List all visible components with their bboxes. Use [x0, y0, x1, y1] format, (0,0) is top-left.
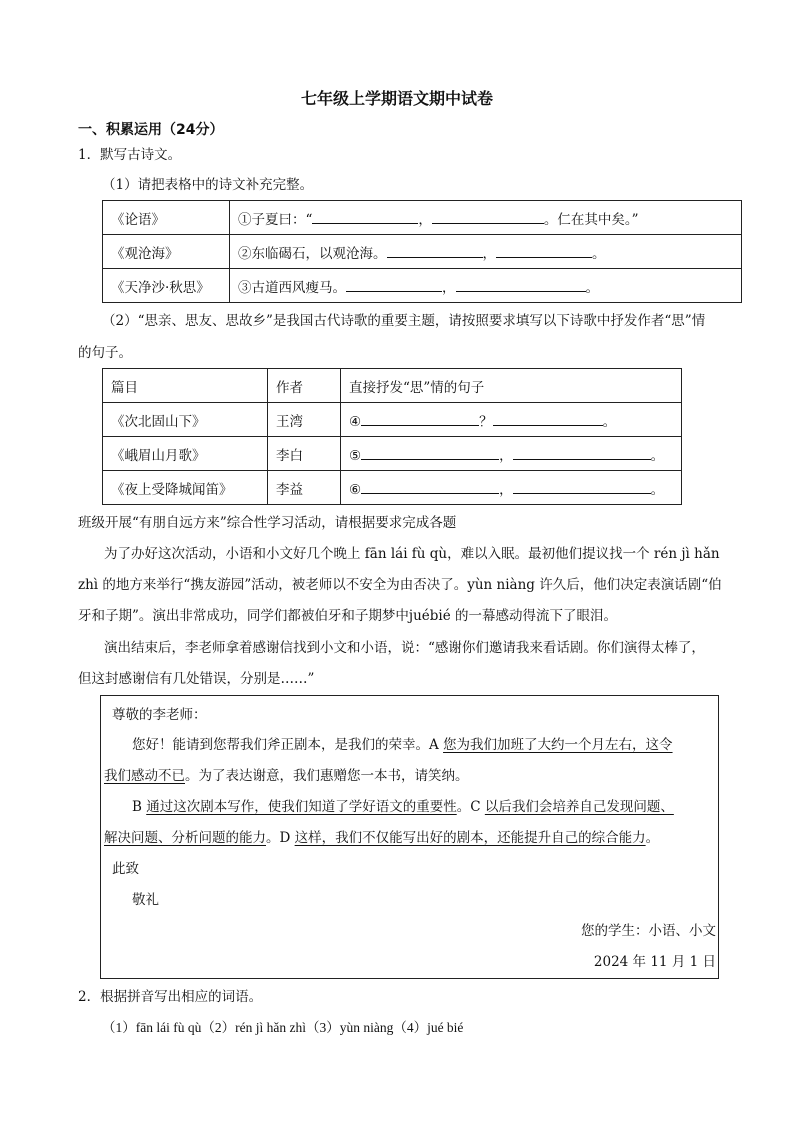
- question-1-sub2-cont: 的句子。: [78, 345, 132, 361]
- blank-line[interactable]: [346, 278, 442, 292]
- letter-signature: 您的学生：小语、小文: [581, 923, 716, 939]
- error-sentence-c: 以后我们会培养自己发现问题、: [484, 799, 674, 815]
- poem-table-2: [102, 368, 682, 505]
- activity-paragraph-1: 牙和子期”。演出非常成功，同学们都被伯牙和子期梦中juébié 的一幕感动得流下了眼泪。: [78, 608, 618, 624]
- table-cell-author: 李益: [268, 471, 341, 505]
- column-header: 作者: [268, 369, 341, 403]
- error-sentence-a: 您为我们加班了大约一个月左右，这令: [443, 737, 673, 753]
- blank-line[interactable]: [432, 210, 544, 224]
- question-1-sub1: （1）请把表格中的诗文补充完整。: [102, 177, 314, 193]
- table-cell-verse: [230, 201, 742, 235]
- table-row: [103, 437, 682, 471]
- verse-prefix: ⑤: [349, 447, 362, 464]
- activity-paragraph-1: zhì 的地方来举行“携友游园”活动，被老师以不安全为由否决了。yùn niàng 许久后，他们决定表演话剧“伯: [78, 577, 722, 593]
- verse-separator: ，: [418, 211, 432, 228]
- table-cell-title: 《次北固山下》: [103, 403, 268, 437]
- table-cell-verse: [341, 403, 682, 437]
- verse-prefix: ①子夏曰：“: [238, 211, 313, 228]
- question-1-sub2: （2）“思亲、思友、思故乡”是我国古代诗歌的重要主题，请按照要求填写以下诗歌中抒发作者“思”情: [102, 313, 706, 329]
- sentence-label-c: 。C: [456, 799, 485, 815]
- blank-line[interactable]: [493, 412, 603, 426]
- error-sentence-a: 我们感动不已: [104, 768, 185, 784]
- error-sentence-b: 通过这次剧本写作，使我们知道了学好语文的重要性: [146, 799, 457, 815]
- verse-prefix: ④: [349, 413, 362, 430]
- letter-closing: 敬礼: [132, 892, 159, 908]
- error-sentence-d: 这样，我们不仅能写出好的剧本，还能提升自己的综合能力: [294, 830, 646, 846]
- letter-line: [132, 798, 674, 816]
- letter-text: 。为了表达谢意，我们惠赠您一本书，请笑纳。: [185, 768, 469, 784]
- letter-salutation: 尊敬的李老师：: [112, 707, 207, 723]
- table-cell-author: 李白: [268, 437, 341, 471]
- activity-intro: 班级开展“有朋自远方来”综合性学习活动，请根据要求完成各题: [78, 515, 457, 531]
- section-heading: 一、积累运用（24分）: [78, 122, 224, 138]
- table-row: [103, 201, 742, 235]
- blank-line[interactable]: [361, 446, 499, 460]
- sentence-label-b: B: [132, 799, 147, 815]
- page-title: 七年级上学期语文期中试卷: [300, 89, 493, 108]
- letter-date: 2024 年 11 月 1 日: [593, 954, 716, 970]
- verse-separator: ，: [499, 481, 513, 498]
- blank-line[interactable]: [496, 244, 592, 258]
- verse-suffix: 。: [650, 447, 665, 464]
- letter-line: [132, 736, 673, 754]
- table-cell-title: 《论语》: [103, 201, 230, 235]
- sentence-label-d: 。D: [266, 830, 295, 846]
- table-cell-title: 《天净沙·秋思》: [103, 269, 230, 303]
- table-cell-title: 《观沧海》: [103, 235, 230, 269]
- verse-prefix: ②东临碣石，以观沧海。: [238, 245, 387, 262]
- blank-line[interactable]: [513, 446, 651, 460]
- column-header: 篇目: [103, 369, 268, 403]
- verse-separator: ，: [442, 279, 456, 296]
- letter-line: [104, 829, 659, 847]
- blank-line[interactable]: [361, 412, 479, 426]
- table-cell-author: 王湾: [268, 403, 341, 437]
- table-cell-title: 《峨眉山月歌》: [103, 437, 268, 471]
- blank-line[interactable]: [361, 480, 499, 494]
- blank-line[interactable]: [456, 278, 586, 292]
- question-2-items: （1）fān lái fù qù（2）rén jì hǎn zhì（3）yùn niàng（4）jué bié: [102, 1020, 464, 1035]
- activity-paragraph-2: 但这封感谢信有几处错误，分别是……”: [78, 671, 315, 687]
- verse-prefix: ③古道西风瘦马。: [238, 279, 346, 296]
- verse-prefix: ⑥: [349, 481, 362, 498]
- activity-paragraph-1: 为了办好这次活动，小语和小文好几个晚上 fān lái fù qù，难以入眠。最初他们提议找一个 rén jì hǎn: [104, 546, 720, 562]
- table-cell-verse: [341, 471, 682, 505]
- letter-closing: 此致: [112, 861, 139, 877]
- question-1-label: 1．默写古诗文。: [78, 147, 182, 163]
- error-sentence-c: 解决问题、分析问题的能力: [104, 830, 266, 846]
- verse-suffix: 。: [602, 413, 617, 430]
- verse-suffix: 。: [592, 245, 606, 262]
- verse-separator: ，: [499, 447, 513, 464]
- letter-text: 您好！能请到您帮我们斧正剧本，是我们的荣幸。A: [132, 737, 444, 753]
- blank-line[interactable]: [513, 480, 651, 494]
- activity-paragraph-2: 演出结束后，李老师拿着感谢信找到小文和小语，说：“感谢你们邀请我来看话剧。你们演得太棒了，: [104, 640, 705, 656]
- table-cell-title: 《夜上受降城闻笛》: [103, 471, 268, 505]
- verse-suffix: 。仁在其中矣。”: [543, 211, 639, 228]
- verse-suffix: 。: [585, 279, 599, 296]
- column-header: 直接抒发“思”情的句子: [341, 369, 682, 403]
- verse-suffix: 。: [650, 481, 665, 498]
- table-cell-verse: [230, 269, 742, 303]
- blank-line[interactable]: [387, 244, 483, 258]
- blank-line[interactable]: [312, 210, 418, 224]
- verse-separator: ，: [482, 245, 496, 262]
- table-header-row: [103, 369, 682, 403]
- table-row: [103, 403, 682, 437]
- question-2-label: 2．根据拼音写出相应的词语。: [78, 989, 263, 1005]
- table-row: [103, 269, 742, 303]
- table-row: [103, 471, 682, 505]
- verse-separator: ？: [479, 413, 493, 430]
- table-row: [103, 235, 742, 269]
- letter-line: [104, 767, 469, 785]
- letter-text: 。: [645, 830, 660, 846]
- poem-table-1: [102, 200, 742, 303]
- table-cell-verse: [341, 437, 682, 471]
- table-cell-verse: [230, 235, 742, 269]
